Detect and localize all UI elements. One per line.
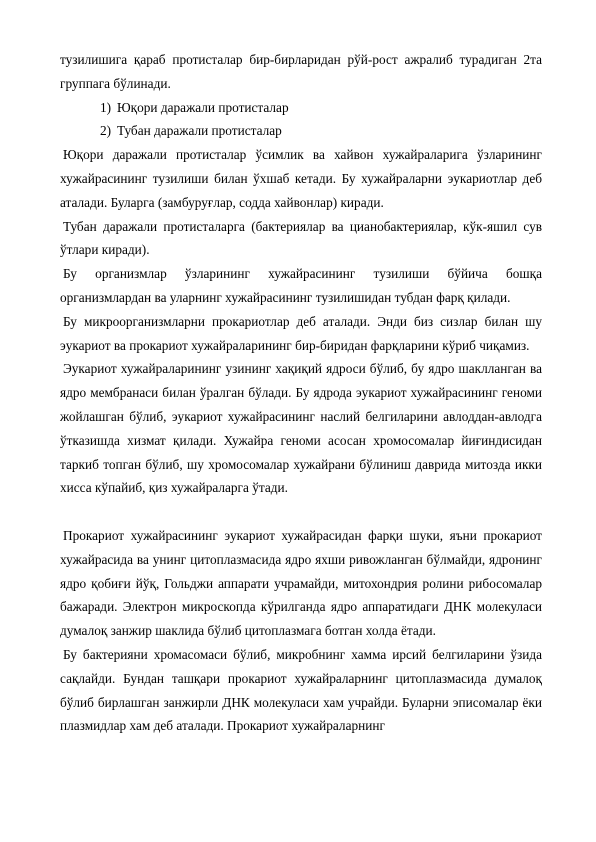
paragraph: Тубан даражали протисталарга (бактериялар ва цианобактериялар, кўк-яшил сув ўтлари киради). [60, 218, 542, 258]
paragraph: Прокариот хужайрасининг эукариот хужайрасидан фарқи шуки, яъни прокариот хужайрасида ва унинг цитоплазмасида ядро яхши ривожланган бўлмайди, ядронинг ядро қобиғи йўқ, Гольджи аппарати учрамайди, митохондрия ролини рибосомалар бажаради. Электрон микроскопда кўрилганда ядро аппаратидаги ДНК молекуласи думалоқ занжир шаклида бўлиб цитоплазмага ботган холда ётади. [60, 527, 542, 639]
list-item-text: Юқори даражали протисталар [117, 99, 289, 115]
list-item-text: Тубан даражали протисталар [117, 123, 282, 139]
document-body [60, 48, 542, 738]
numbered-list [60, 96, 542, 144]
paragraph-gap [60, 500, 542, 524]
paragraph: Бу бактерияни хромасомаси бўлиб, микробнинг хамма ирсий белгиларини ўзида сақлайди. Бундан ташқари прокариот хужайраларнинг цитоплазмасида думалоқ бўлиб бирлашган занжирли ДНК молекуласи хам учрайди. Буларни эписомалар ёки плазмидлар хам деб аталади. Прокариот хужайраларнинг [60, 646, 542, 734]
list-item [60, 96, 542, 120]
list-number: 2) [100, 123, 112, 139]
paragraph: Эукариот хужайраларининг узининг хақиқий ядроси бўлиб, бу ядро шаклланган ва ядро мембранаси билан ўралган бўлади. Бу ядрода эукариот хужайрасининг геноми жойлашган бўлиб, эукариот хужайрасининг наслий белгиларини авлоддан-авлодга ўтказишда хизмат қилади. Хужайра геноми асосан хромосомалар йиғиндисидан таркиб топган бўлиб, шу хромосомалар хужайрани бўлиниш даврида митозда икки хисса кўпайиб, қиз хужайраларга ўтади. [60, 361, 542, 496]
paragraph: Бу микроорганизмларни прокариотлар деб аталади. Энди биз сизлар билан шу эукариот ва прокариот хужайраларининг бир-биридан фарқларини кўриб чиқамиз. [60, 313, 542, 353]
list-number: 1) [100, 99, 112, 115]
paragraph: тузилишига қараб протисталар бир-бирларидан рўй-рост ажралиб турадиган 2та группага бўлинади. [60, 52, 542, 91]
list-item [60, 119, 542, 143]
paragraph: Юқори даражали протисталар ўсимлик ва хайвон хужайраларига ўзларининг хужайрасининг тузилиши билан ўхшаб кетади. Бу хужайраларни эукариотлар деб аталади. Буларга (замбуруғлар, содда хайвонлар) киради. [60, 147, 542, 210]
paragraph: Бу организмлар ўзларининг хужайрасининг тузилиши бўйича бошқа организмлардан ва уларнинг хужайрасининг тузилишидан тубдан фарқ қилади. [60, 266, 542, 305]
